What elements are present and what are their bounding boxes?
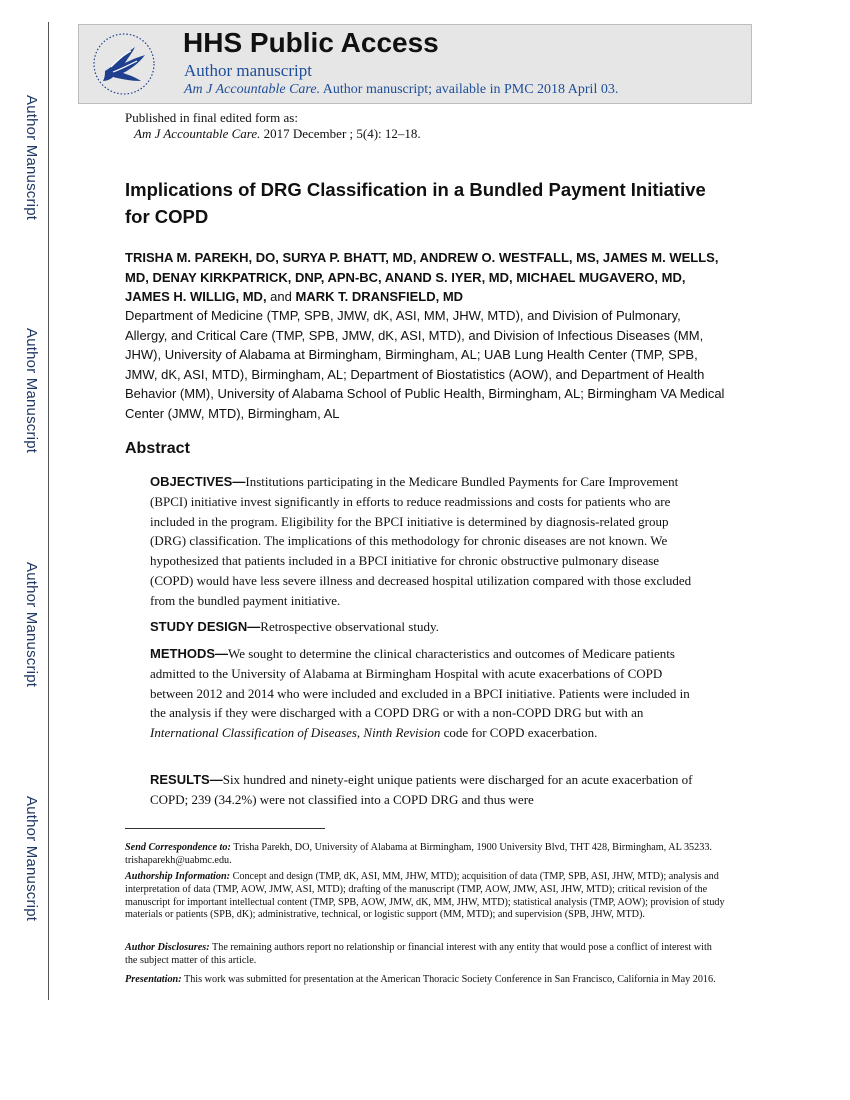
side-label-author-manuscript: Author Manuscript	[23, 95, 40, 221]
disclosures-text: The remaining authors report no relationship or financial interest with any entity that would pose a conflict of interest with the subject matter of this article.	[125, 942, 712, 966]
authors-and: and	[266, 289, 296, 304]
published-journal: Am J Accountable Care.	[134, 126, 261, 141]
methods-icd-italic: International Classification of Diseases, Ninth Revision	[150, 725, 441, 741]
authors-part-1: TRISHA M. PAREKH, DO, SURYA P. BHATT, MD, ANDREW O. WESTFALL, MS, JAMES M. WELLS, MD, DENAY KIRKPATRICK, DNP, APN-BC, ANAND S. IYER, MD, MICHAEL MUGAVERO, MD, JAMES H. WILLIG, MD,	[125, 250, 719, 304]
footnote-correspondence	[125, 842, 725, 868]
journal-name: Am J Accountable Care.	[184, 82, 321, 97]
hhs-eagle-logo-icon	[91, 31, 157, 97]
published-citation	[134, 126, 421, 142]
objectives-label: OBJECTIVES—	[150, 474, 246, 489]
side-label-author-manuscript: Author Manuscript	[23, 562, 40, 688]
footnote-presentation	[125, 974, 725, 987]
abstract-methods	[150, 644, 695, 743]
objectives-text: Institutions participating in the Medicare Bundled Payments for Care Improvement (BPCI) initiative invest significantly in efforts to reduce readmissions and costs for patients who are included in the program. Eligibility for the BPCI initiative is determined by diagnosis-related group (DRG) classification. The implications of this methodology for chronic diseases are not known. We hypothesized that patients included in a BPCI initiative for chronic obstructive pulmonary disease (COPD) would have less severe illness and decreased hospital utilization compared with those excluded from the bundled payment initiative.	[150, 474, 692, 608]
published-details: 2017 December ; 5(4): 12–18.	[260, 126, 421, 141]
design-text: Retrospective observational study.	[260, 619, 439, 634]
side-label-author-manuscript: Author Manuscript	[23, 796, 40, 922]
availability-text: Author manuscript; available in PMC 2018 April 03.	[320, 82, 619, 97]
methods-text-1: We sought to determine the clinical characteristics and outcomes of Medicare patients admitted to the University of Alabama at Birmingham Hospital with acute exacerbations of COPD between 2012 and 2014 who were included and excluded in a BPCI initiative. Patients were included in the analysis if they were discharged with a COPD DRG or with a non-COPD DRG but with an	[150, 646, 690, 721]
authorship-label: Authorship Information:	[125, 871, 231, 882]
footnote-authorship	[125, 871, 725, 922]
journal-availability	[184, 82, 618, 98]
hhs-public-access-title: HHS Public Access	[183, 27, 439, 58]
presentation-text: This work was submitted for presentation at the American Thoracic Society Conference in San Francisco, California in May 2016.	[181, 974, 716, 985]
disclosures-label: Author Disclosures:	[125, 942, 210, 953]
published-line: Published in final edited form as:	[125, 110, 298, 125]
authors-part-2: MARK T. DRANSFIELD, MD	[295, 289, 464, 304]
methods-label: METHODS—	[150, 646, 228, 661]
side-label-author-manuscript: Author Manuscript	[23, 328, 40, 454]
article-title: Implications of DRG Classification in a Bundled Payment Initiative for COPD	[125, 179, 706, 227]
design-label: STUDY DESIGN—	[150, 619, 261, 634]
affiliations: Department of Medicine (TMP, SPB, JMW, dK, ASI, MM, JHW, MTD), and Division of Pulmonary, Allergy, and Critical Care (TMP, SPB, JMW, dK, ASI, MTD), and Division of Infectious Diseases (MM, JHW), University of Alabama at Birmingham, Birmingham, AL; UAB Lung Health Center (TMP, SPB, JMW, dK, ASI, MTD), Birmingham, AL; Department of Biostatistics (AOW), and Department of Health Behavior (MM), University of Alabama School of Public Health, Birmingham, AL; Birmingham VA Medical Center (JMW, MTD), Birmingham, AL	[125, 308, 725, 421]
correspondence-text: Trisha Parekh, DO, University of Alabama at Birmingham, 1900 University Blvd, THT 428, Birmingham, AL 35233. trishaparekh@uabmc.edu.	[125, 842, 712, 866]
methods-text-2: code for COPD exacerbation.	[440, 725, 598, 741]
results-text: Six hundred and ninety-eight unique patients were discharged for an acute exacerbation of COPD; 239 (34.2%) were not classified into a COPD DRG and thus were	[150, 772, 693, 807]
abstract-study-design	[150, 617, 695, 637]
hhs-header	[78, 24, 752, 104]
author-list	[125, 248, 725, 307]
footnote-divider	[125, 828, 325, 829]
margin-divider	[48, 22, 49, 1000]
results-label: RESULTS—	[150, 772, 223, 787]
abstract-objectives	[150, 472, 695, 611]
author-manuscript-subtitle: Author manuscript	[184, 61, 312, 80]
presentation-label: Presentation:	[125, 974, 182, 985]
correspondence-label: Send Correspondence to:	[125, 842, 231, 853]
footnote-disclosures	[125, 942, 725, 968]
abstract-heading: Abstract	[125, 440, 190, 457]
authorship-text: Concept and design (TMP, dK, ASI, MM, JHW, MTD); acquisition of data (TMP, SPB, ASI, JHW, MTD); analysis and interpretation of data (TMP, AOW, JMW, ASI, MTD); drafting of the manuscript (TMP, AOW, JMW, ASI, JHW, MTD); critical revision of the manuscript for important intellectual content (TMP, SPB, AOW, JMW, dK, MM, JHW, MTD); statistical analysis (TMP, AOW); provision of study materials or patients (SPB, dK); administrative, technical, or logistic support (MM, MTD); and supervision (SPB, JHW, MTD).	[125, 871, 725, 921]
abstract-results	[150, 770, 695, 810]
